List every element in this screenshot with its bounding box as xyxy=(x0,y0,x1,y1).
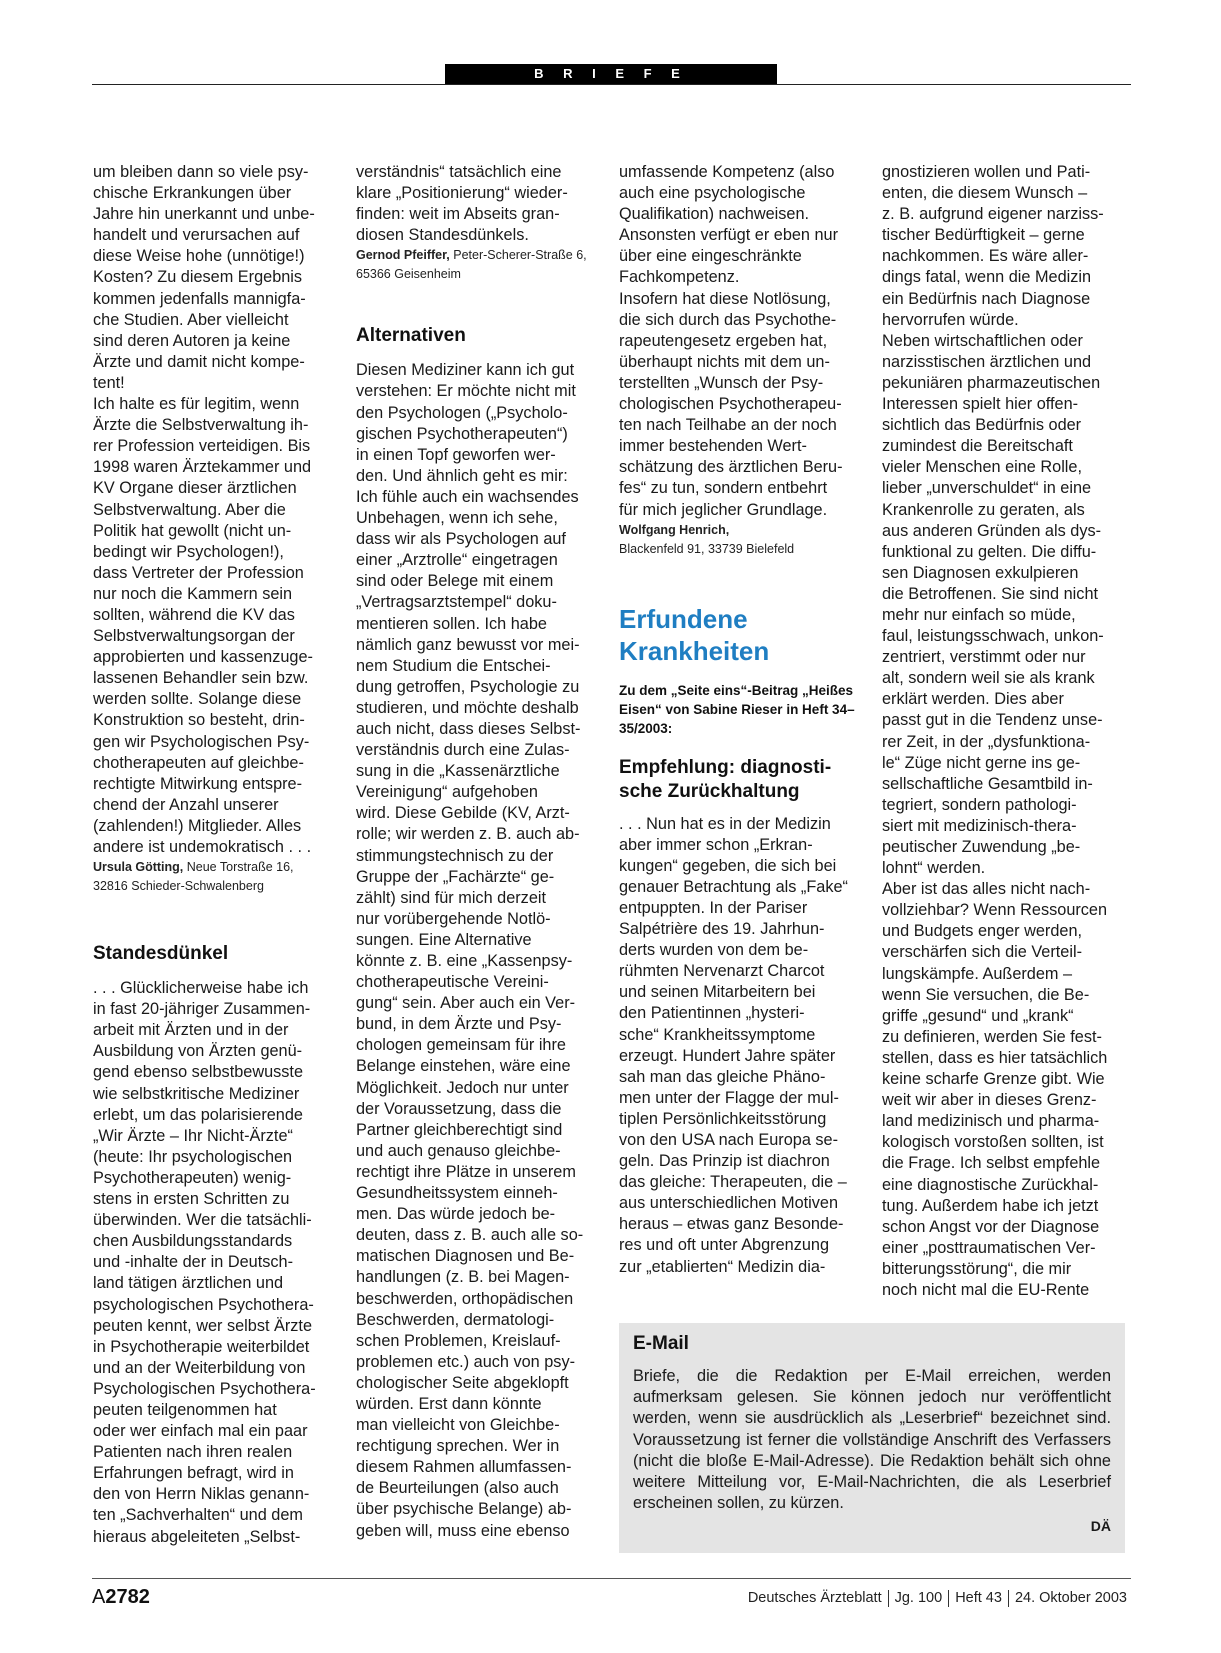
text-line: vieler Menschen eine Rolle, xyxy=(882,458,1083,477)
text-line: stens in ersten Schritten zu xyxy=(93,1190,290,1209)
text-line: chotherapeutische Vereini- xyxy=(356,973,549,992)
text-line: über eine eingeschränkte xyxy=(619,247,802,266)
text-line: funktional zu gelten. Die diffu- xyxy=(882,542,1097,561)
text-line: Krankenrolle zu geraten, als xyxy=(882,500,1085,519)
text-line: griffe „gesund“ und „krank“ xyxy=(882,1006,1074,1025)
text-line: le“ Züge nicht gerne ins ge- xyxy=(882,753,1081,772)
text-line: verschärfen sich die Verteil- xyxy=(882,943,1082,962)
text-line: rechtigt ihre Plätze in unserem xyxy=(356,1162,576,1181)
text-line: alt, sondern weil sie als krank xyxy=(882,669,1095,688)
text-line: die Betroffenen. Sie sind nicht xyxy=(882,584,1099,603)
text-line: erklärt werden. Dies aber xyxy=(882,690,1064,709)
text-line: tiplen Persönlichkeitsstörung xyxy=(619,1109,827,1128)
text-line: zur „etablierten“ Medizin dia- xyxy=(619,1257,826,1276)
text-line: chologischen Psychotherapeu- xyxy=(619,395,842,414)
text-line: Neben wirtschaftlichen oder xyxy=(882,331,1083,350)
text-line: tegriert, sondern pathologi- xyxy=(882,795,1077,814)
text-line: Ärzte und damit nicht kompe- xyxy=(93,352,305,371)
text-line: peutischer Zuwendung „be- xyxy=(882,838,1081,856)
text-line: wenn Sie versuchen, die Be- xyxy=(882,985,1090,1004)
text-line: kommen jedenfalls mannigfa- xyxy=(93,289,306,308)
text-line: Diesen Mediziner kann ich gut xyxy=(356,361,575,380)
email-box-text: Briefe, die die Redaktion per E-Mail erreichen, werden aufmerksam gelesen. Sie können jedoch nur veröffentlicht werden, wenn sie ausdrücklich als „Leserbrief“ bezeichnet sind. Voraussetzung ist ferner die vollständige Anschrift des Verfassers (nicht die bloße E-Mail-Adresse). Die Redaktion behält sich ohne weitere Mitteilung vor, E-Mail-Nachrichten, die als Leserbrief erscheinen sollen, zu kürzen. xyxy=(633,1367,1111,1513)
text-line: handelt und verursachen auf xyxy=(93,226,300,245)
text-line: aus anderen Gründen als dys- xyxy=(882,521,1102,540)
text-line: und an der Weiterbildung von xyxy=(93,1358,306,1377)
text-line: und -inhalte der in Deutsch- xyxy=(93,1253,294,1272)
text-line: z. B. aufgrund eigener narziss- xyxy=(882,205,1104,224)
text-line: stellen, dass es hier tatsächlich xyxy=(882,1048,1108,1067)
text-line: sichtlich das Bedürfnis oder xyxy=(882,416,1082,435)
text-line: kologisch vorstoßen sollten, ist xyxy=(882,1133,1104,1152)
text-line: nämlich ganz bewusst vor mei- xyxy=(356,635,580,654)
text-line: chen Ausbildungsstandards xyxy=(93,1232,293,1251)
text-line: zu definieren, werden Sie fest- xyxy=(882,1027,1102,1046)
text-line: Möglichkeit. Jedoch nur unter xyxy=(356,1078,569,1097)
text-line: Gruppe der „Fachärzte“ ge- xyxy=(356,867,555,886)
text-line: Belange einstehen, wäre eine xyxy=(356,1057,571,1076)
text-line: erlebt, um das polarisierende xyxy=(93,1105,303,1124)
text-line: sungen. Eine Alternative xyxy=(356,930,532,949)
text-line: hervorrufen würde. xyxy=(882,310,1019,329)
text-line: Unbehagen, wenn ich sehe, xyxy=(356,509,558,528)
text-line: sind deren Autoren ja keine xyxy=(93,331,291,350)
section-tag: B R I E F E xyxy=(445,64,777,84)
text-line: Selbstverwaltung. Aber die xyxy=(93,500,286,519)
text-line: über psychische Belange) ab- xyxy=(356,1500,572,1519)
text-line: bitterungsstörung“, die mir xyxy=(882,1259,1072,1278)
text-line: che Studien. Aber vielleicht xyxy=(93,310,289,329)
text-line: Insofern hat diese Notlösung, xyxy=(619,289,831,308)
text-line: verstehen: Er möchte nicht mit xyxy=(356,382,576,401)
text-line: keine scharfe Grenze gibt. Wie xyxy=(882,1070,1105,1089)
text-line: KV Organe dieser ärztlichen xyxy=(93,479,297,498)
text-line: matischen Diagnosen und Be- xyxy=(356,1247,575,1266)
col1-text xyxy=(93,162,341,858)
text-line: rer Zeit, in der „dysfunktiona- xyxy=(882,732,1091,751)
col1-text-2 xyxy=(93,978,341,1548)
text-line: diesem Rahmen allumfassen- xyxy=(356,1458,572,1477)
text-line: chische Erkrankungen über xyxy=(93,184,292,203)
text-line: bedingt wir Psychologen!), xyxy=(93,542,284,561)
text-line: erzeugt. Hundert Jahre später xyxy=(619,1046,836,1065)
text-line: (zahlenden!) Mitglieder. Alles xyxy=(93,816,302,835)
text-line: für mich jeglicher Grundlage. xyxy=(619,500,828,519)
text-line: gnostizieren wollen und Pati- xyxy=(882,163,1091,181)
text-line: mehr nur einfach so müde, xyxy=(882,605,1076,624)
text-line: zentriert, verstimmt oder nur xyxy=(882,648,1086,667)
text-line: geben will, muss eine ebenso xyxy=(356,1521,570,1540)
text-line: land medizinisch und pharma- xyxy=(882,1112,1100,1131)
column-3 xyxy=(619,162,867,1278)
signature-pfeiffer: Gernod Pfeiffer, Peter-Scherer-Straße 6, 65366 Geisenheim xyxy=(356,248,587,282)
text-line: überwinden. Wer die tatsächli- xyxy=(93,1211,312,1230)
text-line: überhaupt nichts mit dem un- xyxy=(619,352,830,371)
text-line: Fachkompetenz. xyxy=(619,268,740,287)
text-line: Partner gleichberechtigt sind xyxy=(356,1120,563,1139)
text-line: psychologischen Psychothera- xyxy=(93,1295,314,1314)
text-line: land tätigen ärztlichen und xyxy=(93,1274,284,1293)
text-line: rechtigte Mitwirkung entspre- xyxy=(93,774,303,793)
text-line: lassenen Behandler sein bzw. xyxy=(93,669,309,688)
text-line: Jahre hin unerkannt und unbe- xyxy=(93,205,315,224)
text-line: handlungen (z. B. bei Magen- xyxy=(356,1268,570,1287)
footer-rule xyxy=(92,1578,1131,1579)
journal-issue: Heft 43 xyxy=(955,1590,1002,1606)
text-line: dass Vertreter der Profession xyxy=(93,563,304,582)
text-line: chotherapeuten auf gleichbe- xyxy=(93,753,304,772)
text-line: und seinen Mitarbeitern bei xyxy=(619,983,816,1002)
text-line: sellschaftliche Gesamtbild in- xyxy=(882,774,1093,793)
text-line: sollten, während die KV das xyxy=(93,605,295,624)
text-line: res und oft unter Abgrenzung xyxy=(619,1236,829,1255)
text-line: heraus – etwas ganz Besonde- xyxy=(619,1215,844,1234)
text-line: geln. Das Prinzip ist diachron xyxy=(619,1152,830,1171)
text-line: gischen Psychotherapeuten“) xyxy=(356,424,568,443)
text-line: (heute: Ihr psychologischen xyxy=(93,1147,293,1166)
text-line: finden: weit im Abseits gran- xyxy=(356,205,560,224)
text-line: dung getroffen, Psychologie zu xyxy=(356,677,580,696)
text-line: kungen“ gegeben, die sich bei xyxy=(619,856,837,875)
heading-standesduenkel: Standesdünkel xyxy=(93,943,229,965)
text-line: sche“ Krankheitssymptome xyxy=(619,1025,816,1044)
text-line: wird. Diese Gebilde (KV, Arzt- xyxy=(356,804,570,823)
text-line: Gesundheitssystem einneh- xyxy=(356,1184,558,1203)
text-line: rer Profession verteidigen. Bis xyxy=(93,437,311,456)
text-line: Selbstverwaltungsorgan der xyxy=(93,627,295,646)
text-line: approbierten und kassenzuge- xyxy=(93,648,313,667)
text-line: von den USA nach Europa se- xyxy=(619,1131,839,1149)
text-line: Interessen spielt hier offen- xyxy=(882,395,1079,414)
col3-text-2 xyxy=(619,814,867,1278)
col2-text xyxy=(356,162,604,246)
text-line: sen Diagnosen exkulpieren xyxy=(882,563,1079,582)
text-line: in fast 20-jähriger Zusammen- xyxy=(93,1000,311,1019)
text-line: den. Und ähnlich geht es mir: xyxy=(356,466,568,485)
text-line: chologischer Seite abgeklopft xyxy=(356,1373,569,1392)
text-line: beschwerden, orthopädischen xyxy=(356,1289,574,1308)
text-line: chologen gemeinsam für ihre xyxy=(356,1036,566,1055)
text-line: entpuppten. In der Pariser xyxy=(619,898,808,917)
text-line: siert mit medizinisch-thera- xyxy=(882,816,1077,835)
text-line: deuten, dass z. B. auch alle so- xyxy=(356,1226,584,1245)
signature-gotting: Ursula Götting, Neue Torstraße 16, 32816 Schieder-Schwalenberg xyxy=(93,860,294,894)
text-line: schätzung des ärztlichen Beru- xyxy=(619,458,843,477)
text-line: mentieren sollen. Ich habe xyxy=(356,614,547,633)
text-line: umfassende Kompetenz (also xyxy=(619,163,835,181)
text-line: auch eine psychologische xyxy=(619,184,806,203)
text-line: zählt) sind für mich derzeit xyxy=(356,888,547,907)
text-line: gen wir Psychologischen Psy- xyxy=(93,732,310,751)
journal-name: Deutsches Ärzteblatt xyxy=(747,1590,882,1606)
text-line: studieren, und möchte deshalb xyxy=(356,698,579,717)
text-line: lohnt“ werden. xyxy=(882,859,986,878)
text-line: schen Problemen, Kreislauf- xyxy=(356,1331,561,1350)
text-line: problemen etc.) auch von psy- xyxy=(356,1352,576,1371)
text-line: Erfahrungen befragt, wird in xyxy=(93,1464,294,1483)
text-line: Konstruktion so besteht, drin- xyxy=(93,711,305,730)
text-line: Qualifikation) nachweisen. xyxy=(619,205,810,224)
text-line: Kosten? Zu diesem Ergebnis xyxy=(93,268,303,287)
text-line: rechtigung sprechen. Wer in xyxy=(356,1437,560,1456)
heading-alternativen: Alternativen xyxy=(356,325,466,347)
text-line: weit wir aber in dieses Grenz- xyxy=(882,1091,1097,1110)
text-line: stimmungstechnisch zu der xyxy=(356,846,554,865)
text-line: nem Studium die Entschei- xyxy=(356,656,551,675)
text-line: hieraus abgeleiteten „Selbst- xyxy=(93,1527,301,1546)
text-line: könnte z. B. eine „Kassenpsy- xyxy=(356,952,573,970)
text-line: in einen Topf geworfen wer- xyxy=(356,445,556,464)
text-line: den Psychologen („Psycholo- xyxy=(356,403,568,422)
text-line: sind oder Belege mit einem xyxy=(356,572,554,591)
text-line: Politik hat gewollt (nicht un- xyxy=(93,521,292,540)
text-line: diosen Standesdünkels. xyxy=(356,226,529,245)
text-line: genauer Betrachtung als „Fake“ xyxy=(619,877,848,896)
text-line: verständnis“ tatsächlich eine xyxy=(356,163,562,181)
text-line: de Beurteilungen (also auch xyxy=(356,1479,559,1498)
text-line: 1998 waren Ärztekammer und xyxy=(93,458,312,477)
header-rule xyxy=(92,84,1131,85)
text-line: verständnis durch eine Zulas- xyxy=(356,741,570,760)
text-line: einer „posttraumatischen Ver- xyxy=(882,1238,1096,1257)
text-line: ten nach Teilhabe an der noch xyxy=(619,416,837,435)
text-line: . . . Glücklicherweise habe ich xyxy=(93,979,309,998)
text-line: narzisstischen ärztlichen und xyxy=(882,352,1092,371)
text-line: auch nicht, dass dieses Selbst- xyxy=(356,719,581,738)
text-line: diese Weise hohe (unnötige!) xyxy=(93,247,305,266)
text-line: tischer Bedürftigkeit – gerne xyxy=(882,226,1085,245)
text-line: pekuniären pharmazeutischen xyxy=(882,373,1101,392)
footer-separator xyxy=(948,1590,949,1607)
text-line: eine diagnostische Zurückhal- xyxy=(882,1175,1099,1194)
text-line: noch nicht mal die EU-Rente xyxy=(882,1280,1090,1299)
text-line: Psychologischen Psychothera- xyxy=(93,1379,316,1398)
email-box-title: E-Mail xyxy=(633,1333,689,1354)
text-line: „Vertragsarztstempel“ doku- xyxy=(356,593,557,612)
page-number: A2782 xyxy=(92,1586,150,1608)
text-line: rolle; wir werden z. B. auch ab- xyxy=(356,825,580,844)
text-line: men. Das würde jedoch be- xyxy=(356,1205,556,1224)
footer-citation xyxy=(744,1590,1131,1607)
text-line: werden sollte. Solange diese xyxy=(93,690,302,709)
text-line: den von Herrn Niklas genann- xyxy=(93,1485,310,1504)
text-line: nur vorübergehende Notlö- xyxy=(356,909,551,928)
text-line: tung. Außerdem habe ich jetzt xyxy=(882,1196,1099,1215)
text-line: und auch genauso gleichbe- xyxy=(356,1141,561,1160)
text-line: Salpétrière des 19. Jahrhun- xyxy=(619,920,825,939)
text-line: faul, leistungsschwach, unkon- xyxy=(882,627,1104,646)
col2-text-2 xyxy=(356,360,604,1541)
text-line: man vielleicht von Gleichbe- xyxy=(356,1416,560,1435)
heading-empfehlung: Empfehlung: diagnosti- sche Zurückhaltung xyxy=(619,756,832,802)
text-line: rapeutengesetz ergeben hat, xyxy=(619,331,828,350)
text-line: terstellten „Wunsch der Psy- xyxy=(619,373,824,392)
text-line: arbeit mit Ärzten und in der xyxy=(93,1021,289,1040)
text-line: und Budgets enger werden, xyxy=(882,922,1083,941)
text-line: Patienten nach ihren realen xyxy=(93,1443,293,1462)
text-line: lungskämpfe. Außerdem – xyxy=(882,964,1073,983)
text-line: aus unterschiedlichen Motiven xyxy=(619,1194,839,1213)
text-line: klare „Positionierung“ wieder- xyxy=(356,184,568,203)
col3-text xyxy=(619,162,867,521)
text-line: sah man das gleiche Phäno- xyxy=(619,1067,826,1086)
text-line: das gleiche: Therapeuten, die – xyxy=(619,1173,847,1192)
text-line: würden. Erst dann könnte xyxy=(356,1394,542,1413)
text-line: men unter der Flagge der mul- xyxy=(619,1088,839,1107)
text-line: Aber ist das alles nicht nach- xyxy=(882,880,1091,899)
email-info-box xyxy=(619,1323,1125,1553)
text-line: ein Bedürfnis nach Diagnose xyxy=(882,289,1091,308)
text-line: gung“ sein. Aber auch ein Ver- xyxy=(356,994,576,1013)
text-line: . . . Nun hat es in der Medizin xyxy=(619,814,831,833)
text-line: enten, die diesem Wunsch – xyxy=(882,184,1088,203)
text-line: Ansonsten verfügt er eben nur xyxy=(619,226,839,245)
text-line: „Wir Ärzte – Ihr Nicht-Ärzte“ xyxy=(93,1126,293,1145)
text-line: fes“ zu tun, sondern entbehrt xyxy=(619,479,828,498)
email-box-sign: DÄ xyxy=(1090,1518,1111,1534)
text-line: dass wir als Psychologen auf xyxy=(356,530,566,549)
text-line: gend ebenso selbstbewusste xyxy=(93,1063,303,1082)
text-line: den Patientinnen „hysteri- xyxy=(619,1004,805,1023)
text-line: passt gut in die Tendenz unse- xyxy=(882,711,1103,730)
text-line: die sich durch das Psychothe- xyxy=(619,310,837,329)
column-1 xyxy=(93,162,341,1548)
text-line: derts wurden von dem be- xyxy=(619,941,809,960)
article-intro: Zu dem „Seite eins“-Beitrag „Heißes Eisen“ von Sabine Rieser in Heft 34–35/2003: xyxy=(619,682,855,736)
text-line: chend der Anzahl unserer xyxy=(93,795,279,814)
footer-separator xyxy=(1008,1590,1009,1607)
column-2 xyxy=(356,162,604,1542)
col4-text xyxy=(882,162,1130,1301)
text-line: der Voraussetzung, dass die xyxy=(356,1099,562,1118)
text-line: peuten teilgenommen hat xyxy=(93,1400,277,1419)
article-title: Erfundene Krankheiten xyxy=(619,603,770,666)
text-line: andere ist undemokratisch . . . xyxy=(93,838,312,856)
text-line: Beschwerden, dermatologi- xyxy=(356,1310,555,1329)
journal-date: 24. Oktober 2003 xyxy=(1014,1590,1127,1606)
text-line: schon Angst vor der Diagnose xyxy=(882,1217,1100,1236)
text-line: Ich halte es für legitim, wenn xyxy=(93,395,300,414)
text-line: um bleiben dann so viele psy- xyxy=(93,163,309,181)
text-line: wie selbstkritische Mediziner xyxy=(93,1084,300,1103)
text-line: Ausbildung von Ärzten genü- xyxy=(93,1042,303,1061)
text-line: die Frage. Ich selbst empfehle xyxy=(882,1154,1101,1173)
text-line: peuten kennt, wer selbst Ärzte xyxy=(93,1316,313,1335)
text-line: Psychotherapeuten) wenig- xyxy=(93,1168,292,1187)
text-line: lieber „unverschuldet“ in eine xyxy=(882,479,1092,498)
text-line: Ich fühle auch ein wachsendes xyxy=(356,487,579,506)
signature-henrich: Wolfgang Henrich, Blackenfeld 91, 33739 Bielefeld xyxy=(619,522,795,556)
text-line: sung in die „Kassenärztliche xyxy=(356,762,560,781)
text-line: nachkommen. Es wäre aller- xyxy=(882,247,1089,266)
text-line: tent! xyxy=(93,373,125,392)
text-line: ten „Sachverhalten“ und dem xyxy=(93,1506,303,1525)
footer-separator xyxy=(888,1590,889,1607)
text-line: aber immer schon „Erkran- xyxy=(619,835,813,854)
text-line: oder wer einfach mal ein paar xyxy=(93,1422,308,1441)
text-line: in Psychotherapie weiterbildet xyxy=(93,1337,310,1356)
text-line: vollziehbar? Wenn Ressourcen xyxy=(882,901,1108,920)
text-line: rühmten Nervenarzt Charcot xyxy=(619,962,825,981)
text-line: einer „Arztrolle“ eingetragen xyxy=(356,551,558,570)
text-line: nur noch die Kammern sein xyxy=(93,584,293,603)
text-line: Vereinigung“ aufgehoben xyxy=(356,783,538,802)
text-line: Ärzte die Selbstverwaltung ih- xyxy=(93,416,309,435)
text-line: zumindest die Bereitschaft xyxy=(882,437,1073,456)
text-line: dings fatal, wenn die Medizin xyxy=(882,268,1092,287)
text-line: bund, in dem Ärzte und Psy- xyxy=(356,1015,562,1034)
text-line: immer bestehenden Wert- xyxy=(619,437,807,456)
journal-volume: Jg. 100 xyxy=(894,1590,943,1606)
column-4 xyxy=(882,162,1130,1301)
